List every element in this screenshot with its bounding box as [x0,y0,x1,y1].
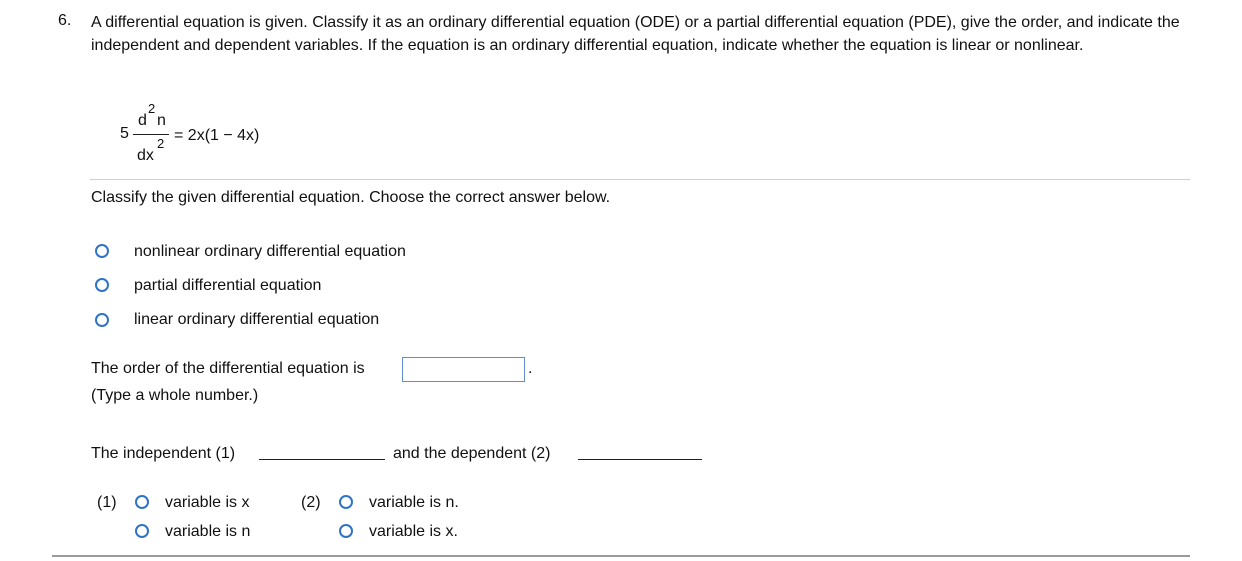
question-number: 6. [58,12,72,29]
independent-option-x-radio[interactable] [135,495,149,509]
order-period: . [528,360,533,377]
dependent-option-n-radio[interactable] [339,495,353,509]
equation-coefficient: 5 [120,125,129,142]
dependent-prompt: and the dependent (2) [393,445,551,462]
group1-label: (1) [97,494,117,511]
dependent-blank [578,459,702,460]
order-hint: (Type a whole number.) [91,387,259,404]
order-prompt: The order of the differential equation is [91,360,365,377]
group2-label: (2) [301,494,321,511]
equation-numerator-var: n [157,112,166,129]
bottom-separator [52,555,1190,557]
equation-rhs: = 2x(1 − 4x) [174,127,260,144]
equation-numerator-sup: 2 [148,101,156,116]
option-pde-radio[interactable] [95,278,109,292]
order-input[interactable] [402,357,525,382]
dependent-option-x-label[interactable]: variable is x. [369,523,458,540]
option-linear-ode-label[interactable]: linear ordinary differential equation [134,311,380,328]
classify-prompt: Classify the given differential equation. Choose the correct answer below. [91,189,611,206]
section-separator [90,179,1190,180]
independent-option-n-label[interactable]: variable is n [165,523,251,540]
differential-equation [120,100,320,170]
equation-numerator-d: d [138,112,147,129]
equation-denominator: dx [137,147,154,164]
independent-option-n-radio[interactable] [135,524,149,538]
option-nonlinear-ode-label[interactable]: nonlinear ordinary differential equation [134,243,406,260]
fraction-bar [133,134,169,135]
independent-option-x-label[interactable]: variable is x [165,494,250,511]
option-linear-ode-radio[interactable] [95,313,109,327]
dependent-option-x-radio[interactable] [339,524,353,538]
equation-denominator-sup: 2 [157,136,165,151]
dependent-option-n-label[interactable]: variable is n. [369,494,459,511]
option-nonlinear-ode-radio[interactable] [95,244,109,258]
independent-blank [259,459,385,460]
option-pde-label[interactable]: partial differential equation [134,277,322,294]
question-text: A differential equation is given. Classify it as an ordinary differential equation (ODE) or a partial differential equation (PDE), give the order, and indicate the independent and dependent variables. If the equation is an ordinary differential equation, indicate whether the equation is linear or nonlinear. [91,14,1180,54]
independent-prompt: The independent (1) [91,445,236,462]
